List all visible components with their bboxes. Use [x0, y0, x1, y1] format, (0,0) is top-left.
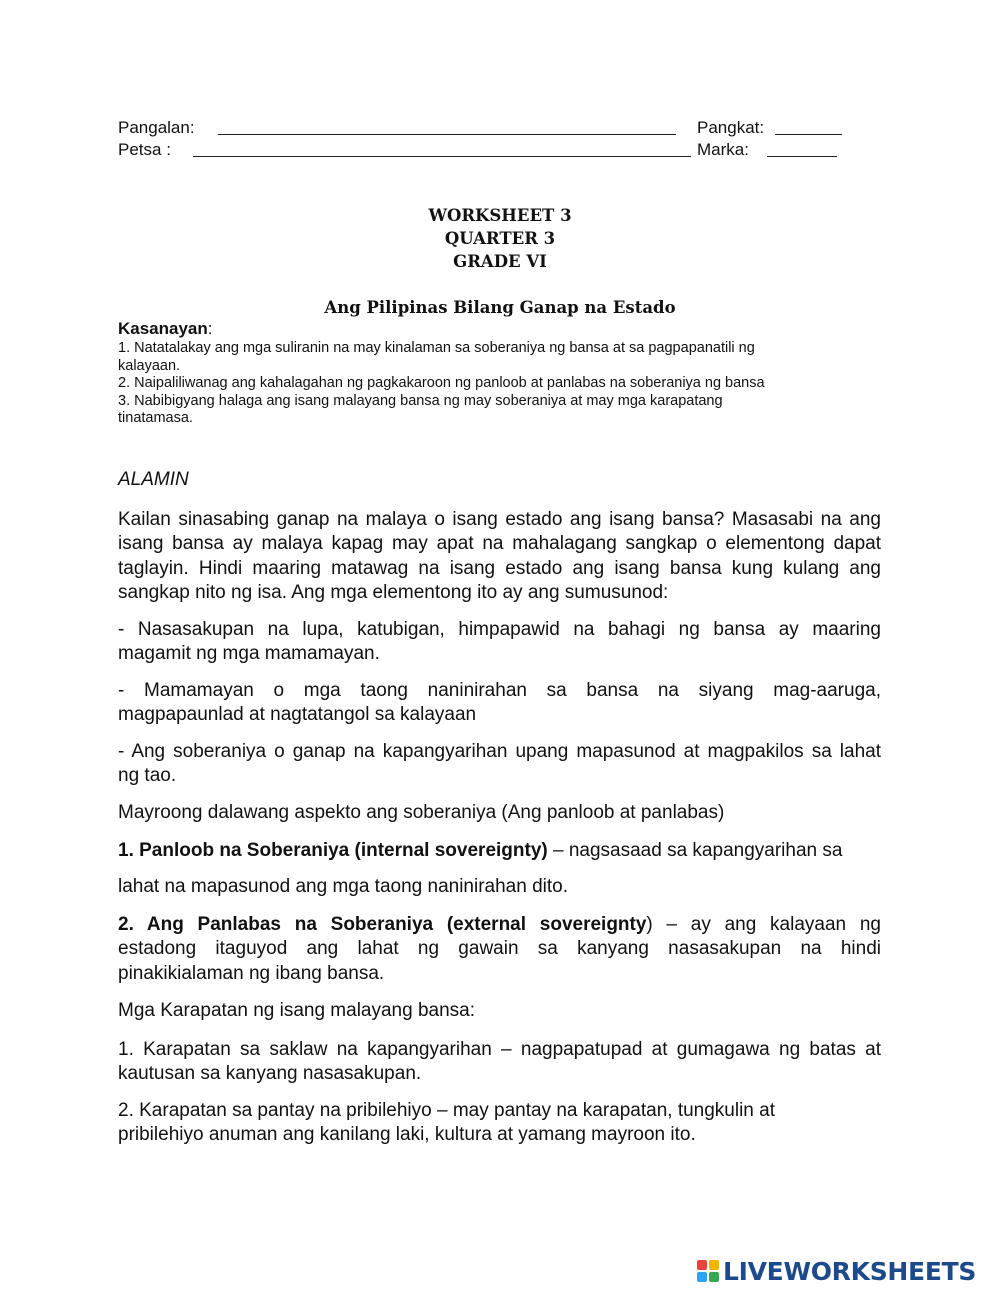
logo-square	[709, 1272, 719, 1282]
right-line: 1. Karapatan sa saklaw na kapangyarihan – nagpapatupad at gumagawa ng batas at	[118, 1039, 881, 1060]
rights-intro-text: Mga Karapatan ng isang malayang bansa:	[118, 1000, 476, 1021]
external-definition: ) – ay ang kalayaan ng	[646, 914, 881, 935]
skills-line: 2. Naipaliliwanag ang kahalagahan ng pagkakaroon ng panloob at panlabas na soberaniya ng bansa	[118, 375, 765, 392]
skills-heading	[118, 319, 213, 339]
external-term: 2. Ang Panlabas na Soberaniya (external sovereignty	[118, 914, 647, 935]
element-land	[118, 618, 881, 667]
external-line: pinakikialaman ng ibang bansa.	[118, 962, 385, 984]
intro-line: Kailan sinasabing ganap na malaya o isang estado ang isang bansa? Masasabi na ang	[118, 509, 881, 530]
aspects-intro	[118, 801, 881, 825]
right-jurisdiction	[118, 1038, 881, 1087]
internal-line: lahat na mapasunod ang mga taong naninirahan dito.	[118, 876, 569, 897]
score-blank[interactable]	[767, 141, 837, 157]
right-line: kautusan sa kanyang nasasakupan.	[118, 1063, 422, 1085]
intro-paragraph	[118, 508, 881, 606]
grade-title: GRADE VI	[453, 252, 547, 271]
internal-definition: – nagsasaad sa kapangyarihan sa	[547, 840, 843, 861]
intro-line: isang bansa ay malaya kapag may apat na mahalagang sangkap o elementong dapat	[118, 533, 881, 555]
intro-line: sangkap nito ng isa. Ang mga elementong ito ay ang sumusunod:	[118, 582, 669, 604]
skills-label: Kasanayan	[118, 319, 208, 338]
internal-sovereignty-cont	[118, 875, 881, 899]
skills-line: 1. Natatalakay ang mga suliranin na may kinalaman sa soberaniya ng bansa at sa pagpapanatili ng	[118, 340, 755, 356]
logo-square	[709, 1260, 719, 1270]
name-blank[interactable]	[218, 119, 676, 135]
skills-line: tinatamasa.	[118, 410, 193, 427]
logo-grid-icon	[697, 1260, 719, 1282]
name-label: Pangalan:	[118, 118, 195, 137]
date-label: Petsa :	[118, 140, 171, 159]
section-label: Pangkat:	[697, 118, 765, 137]
element-line: - Mamamayan o mga taong naninirahan sa bansa na siyang mag-aaruga,	[118, 680, 881, 701]
external-line	[118, 913, 881, 937]
internal-term: 1. Panloob na Soberaniya (internal sovereignty)	[118, 840, 548, 861]
external-line: estadong itaguyod ang lahat ng gawain sa kanyang nasasakupan na hindi	[118, 938, 881, 960]
skills-colon: :	[207, 319, 213, 338]
section-blank[interactable]	[775, 119, 842, 135]
logo-square	[697, 1272, 707, 1282]
section-heading: ALAMIN	[118, 469, 189, 490]
element-line: - Ang soberaniya o ganap na kapangyarihan upang mapasunod at magpakilos sa lahat	[118, 741, 881, 762]
intro-line: taglayin. Hindi maaring matawag na isang estado ang isang bansa kung kulang ang	[118, 557, 881, 579]
element-line: magpapaunlad at nagtatangol sa kalayaan	[118, 704, 477, 726]
element-line: ng tao.	[118, 765, 177, 787]
topic-title: Ang Pilipinas Bilang Ganap na Estado	[324, 298, 676, 317]
right-line: 2. Karapatan sa pantay na pribilehiyo – may pantay na karapatan, tungkulin at	[118, 1100, 775, 1121]
right-equality	[118, 1099, 881, 1148]
skills-line: kalayaan.	[118, 357, 181, 374]
element-people	[118, 679, 881, 728]
logo-square	[697, 1260, 707, 1270]
element-line: magamit ng mga mamamayan.	[118, 643, 380, 665]
score-label: Marka:	[697, 140, 749, 159]
logo-text: LIVEWORKSHEETS	[723, 1256, 977, 1286]
worksheet-title: WORKSHEET 3	[428, 206, 572, 225]
right-line: pribilehiyo anuman ang kanilang laki, kultura at yamang mayroon ito.	[118, 1124, 696, 1146]
quarter-title: QUARTER 3	[444, 229, 556, 248]
aspects-intro-text: Mayroong dalawang aspekto ang soberaniya (Ang panloob at panlabas)	[118, 802, 725, 823]
internal-sovereignty	[118, 839, 881, 863]
external-sovereignty	[118, 913, 881, 986]
element-sovereignty	[118, 740, 881, 789]
skills-list	[118, 340, 888, 428]
internal-line	[118, 839, 881, 863]
liveworksheets-logo	[697, 1254, 976, 1288]
element-line: - Nasasakupan na lupa, katubigan, himpapawid na bahagi ng bansa ay maaring	[118, 619, 881, 640]
skills-line: 3. Nabibigyang halaga ang isang malayang bansa ng may soberaniya at may mga karapatang	[118, 392, 723, 409]
date-blank[interactable]	[193, 141, 691, 157]
rights-intro	[118, 999, 881, 1023]
